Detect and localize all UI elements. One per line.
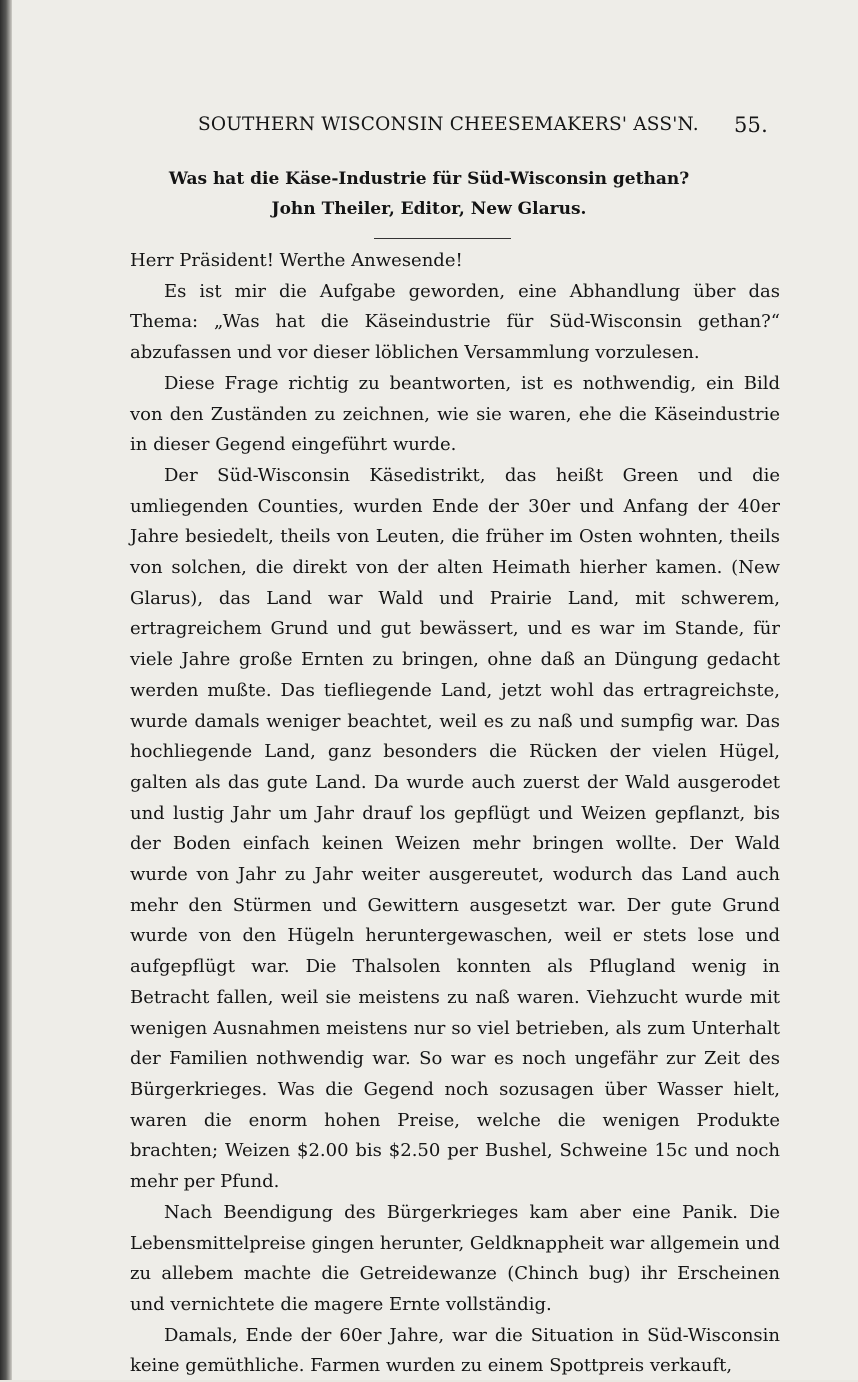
article-title: Was hat die Käse-Industrie für Süd-Wisconsin gethan? [168,169,690,189]
running-title: SOUTHERN WISCONSIN CHEESEMAKERS' ASS'N. [198,114,699,135]
title-divider [374,238,511,239]
page-number: 55. [734,113,768,137]
paragraph: Es ist mir die Aufgabe geworden, eine Abhandlung über das Thema: „Was hat die Käseindustrie für Süd-Wisconsin gethan?“ abzufassen und vor dieser löblichen Versammlung vorzulesen. [130,280,780,364]
paragraph: Nach Beendigung des Bürgerkrieges kam aber eine Panik. Die Lebensmittelpreise gingen herunter, Geldknappheit war allgemein und zu allebem machte die Getreidewanze (Chinch bug) ihr Erscheinen und vernichtete die magere Ernte vollständig. [130,1201,780,1315]
paragraph: Diese Frage richtig zu beantworten, ist es nothwendig, ein Bild von den Zuständen zu zeichnen, wie sie waren, ehe die Käseindustrie in dieser Gegend eingeführt wurde. [130,372,780,456]
article-author: John Theiler, Editor, New Glarus. [271,199,587,219]
article-body [130,246,780,1382]
paragraph: Damals, Ende der 60er Jahre, war die Situation in Süd-Wisconsin keine gemüthliche. Farmen wurden zu einem Spottpreis verkauft, [130,1324,780,1377]
salutation: Herr Präsident! Werthe Anwesende! [130,250,463,271]
paragraph: Der Süd-Wisconsin Käsedistrikt, das heißt Green und die umliegenden Counties, wurden Ende der 30er und Anfang der 40er Jahre besiedelt, theils von Leuten, die früher im Osten wohnten, theils von solchen, die direkt von der alten Heimath hierher kamen. (New Glarus), das Land war Wald und Prairie Land, mit schwerem, ertragreichem Grund und gut bewässert, und es war im Stande, für viele Jahre große Ernten zu bringen, ohne daß an Düngung gedacht werden mußte. Das tiefliegende Land, jetzt wohl das ertragreichste, wurde damals weniger beachtet, weil es zu naß und sumpfig war. Das hochliegende Land, ganz besonders die Rücken der vielen Hügel, galten als das gute Land. Da wurde auch zuerst der Wald ausgerodet und lustig Jahr um Jahr drauf los gepflügt und Weizen gepflanzt, bis der Boden einfach keinen Weizen mehr bringen wollte. Der Wald wurde von Jahr zu Jahr weiter ausgereutet, wodurch das Land auch mehr den Stürmen und Gewittern ausgesetzt war. Der gute Grund wurde von den Hügeln heruntergewaschen, weil er stets lose und aufgepflügt war. Die Thalsolen konnten als Pflugland wenig in Betracht fallen, weil sie meistens zu naß waren. Viehzucht wurde mit wenigen Ausnahmen meistens nur so viel betrieben, als zum Unterhalt der Familien nothwendig war. So war es noch ungefähr zur Zeit des Bürgerkrieges. Was die Gegend noch sozusagen über Wasser hielt, waren die enorm hohen Preise, welche die wenigen Produkte brachten; Weizen $2.00 bis $2.50 per Bushel, Schweine 15c und noch mehr per Pfund. [130,464,780,1193]
